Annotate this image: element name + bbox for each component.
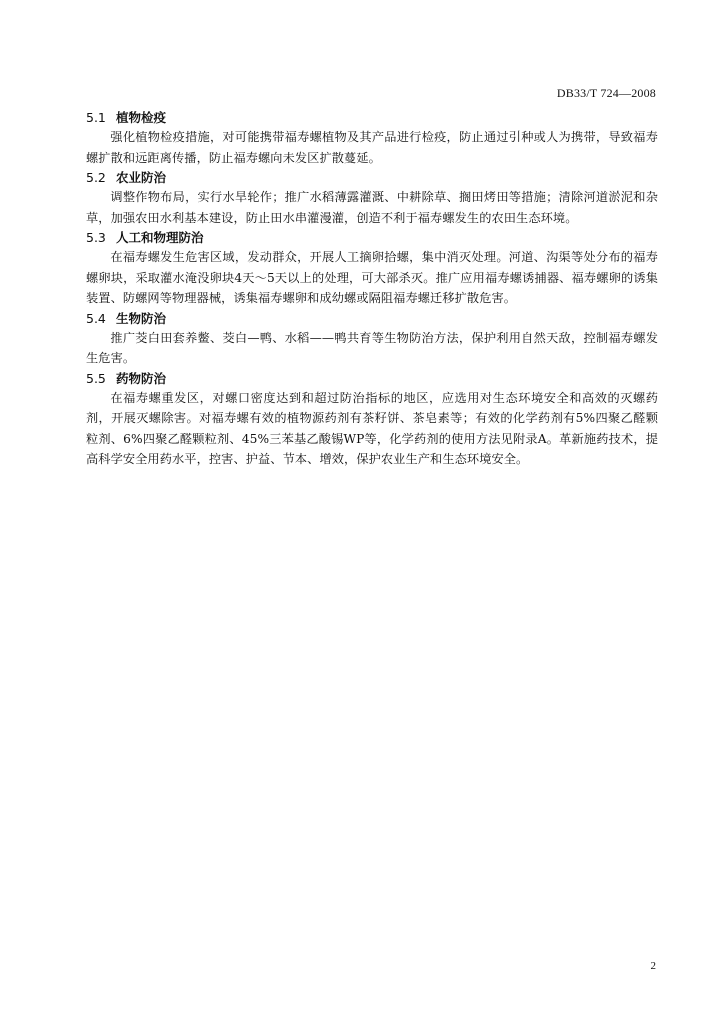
section-title: 生物防治 [116, 310, 167, 326]
section-number: 5.5 [86, 370, 106, 386]
section-number: 5.2 [86, 170, 106, 185]
header-rule [86, 104, 656, 105]
section-heading [86, 108, 658, 127]
document-body [86, 108, 658, 470]
section-5-2 [86, 168, 658, 228]
section-5-3 [86, 228, 658, 309]
section-heading [86, 228, 658, 247]
section-heading [86, 168, 658, 187]
section-heading [86, 309, 658, 328]
section-paragraph: 推广茭白田套养鳖、茭白—鸭、水稻——鸭共育等生物防治方法，保护利用自然天敌，控制福寿螺发生危害。 [86, 330, 658, 365]
section-paragraph: 调整作物布局，实行水旱轮作；推广水稻薄露灌溉、中耕除草、搁田烤田等措施；清除河道淤泥和杂草，加强农田水利基本建设，防止田水串灌漫灌，创造不利于福寿螺发生的农田生态环境。 [86, 190, 658, 225]
section-number: 5.4 [86, 310, 106, 326]
section-title: 农业防治 [116, 170, 167, 185]
standard-code: DB33/T 724—2008 [556, 86, 656, 100]
section-title: 人工和物理防治 [116, 230, 204, 245]
section-paragraph: 强化植物检疫措施，对可能携带福寿螺植物及其产品进行检疫，防止通过引种或人为携带，导致福寿螺扩散和远距离传播，防止福寿螺向未发区扩散蔓延。 [86, 130, 658, 165]
section-title: 植物检疫 [116, 110, 167, 125]
section-title: 药物防治 [116, 370, 167, 386]
section-number: 5.1 [86, 110, 106, 125]
section-5-5 [86, 369, 658, 470]
page-number: 2 [650, 960, 656, 972]
section-5-4 [86, 309, 658, 369]
section-5-1 [86, 108, 658, 168]
section-paragraph: 在福寿螺发生危害区域，发动群众，开展人工摘卵拾螺，集中消灭处理。河道、沟渠等处分布的福寿螺卵块，采取灌水淹没卵块4天～5天以上的处理，可大部杀灭。推广应用福寿螺诱捕器、福寿螺卵的诱集装置、防螺网等物理器械，诱集福寿螺卵和成幼螺或隔阻福寿螺迁移扩散危害。 [86, 250, 658, 305]
section-number: 5.3 [86, 230, 106, 245]
section-heading [86, 369, 658, 388]
section-paragraph: 在福寿螺重发区，对螺口密度达到和超过防治指标的地区，应选用对生态环境安全和高效的灭螺药剂，开展灭螺除害。对福寿螺有效的植物源药剂有茶籽饼、茶皂素等；有效的化学药剂有5%四聚乙醛颗粒剂、6%四聚乙醛颗粒剂、45%三苯基乙酸锡WP等，化学药剂的使用方法见附录A。革新施药技术，提高科学安全用药水平，控害、护益、节本、增效，保护农业生产和生态环境安全。 [86, 390, 658, 466]
